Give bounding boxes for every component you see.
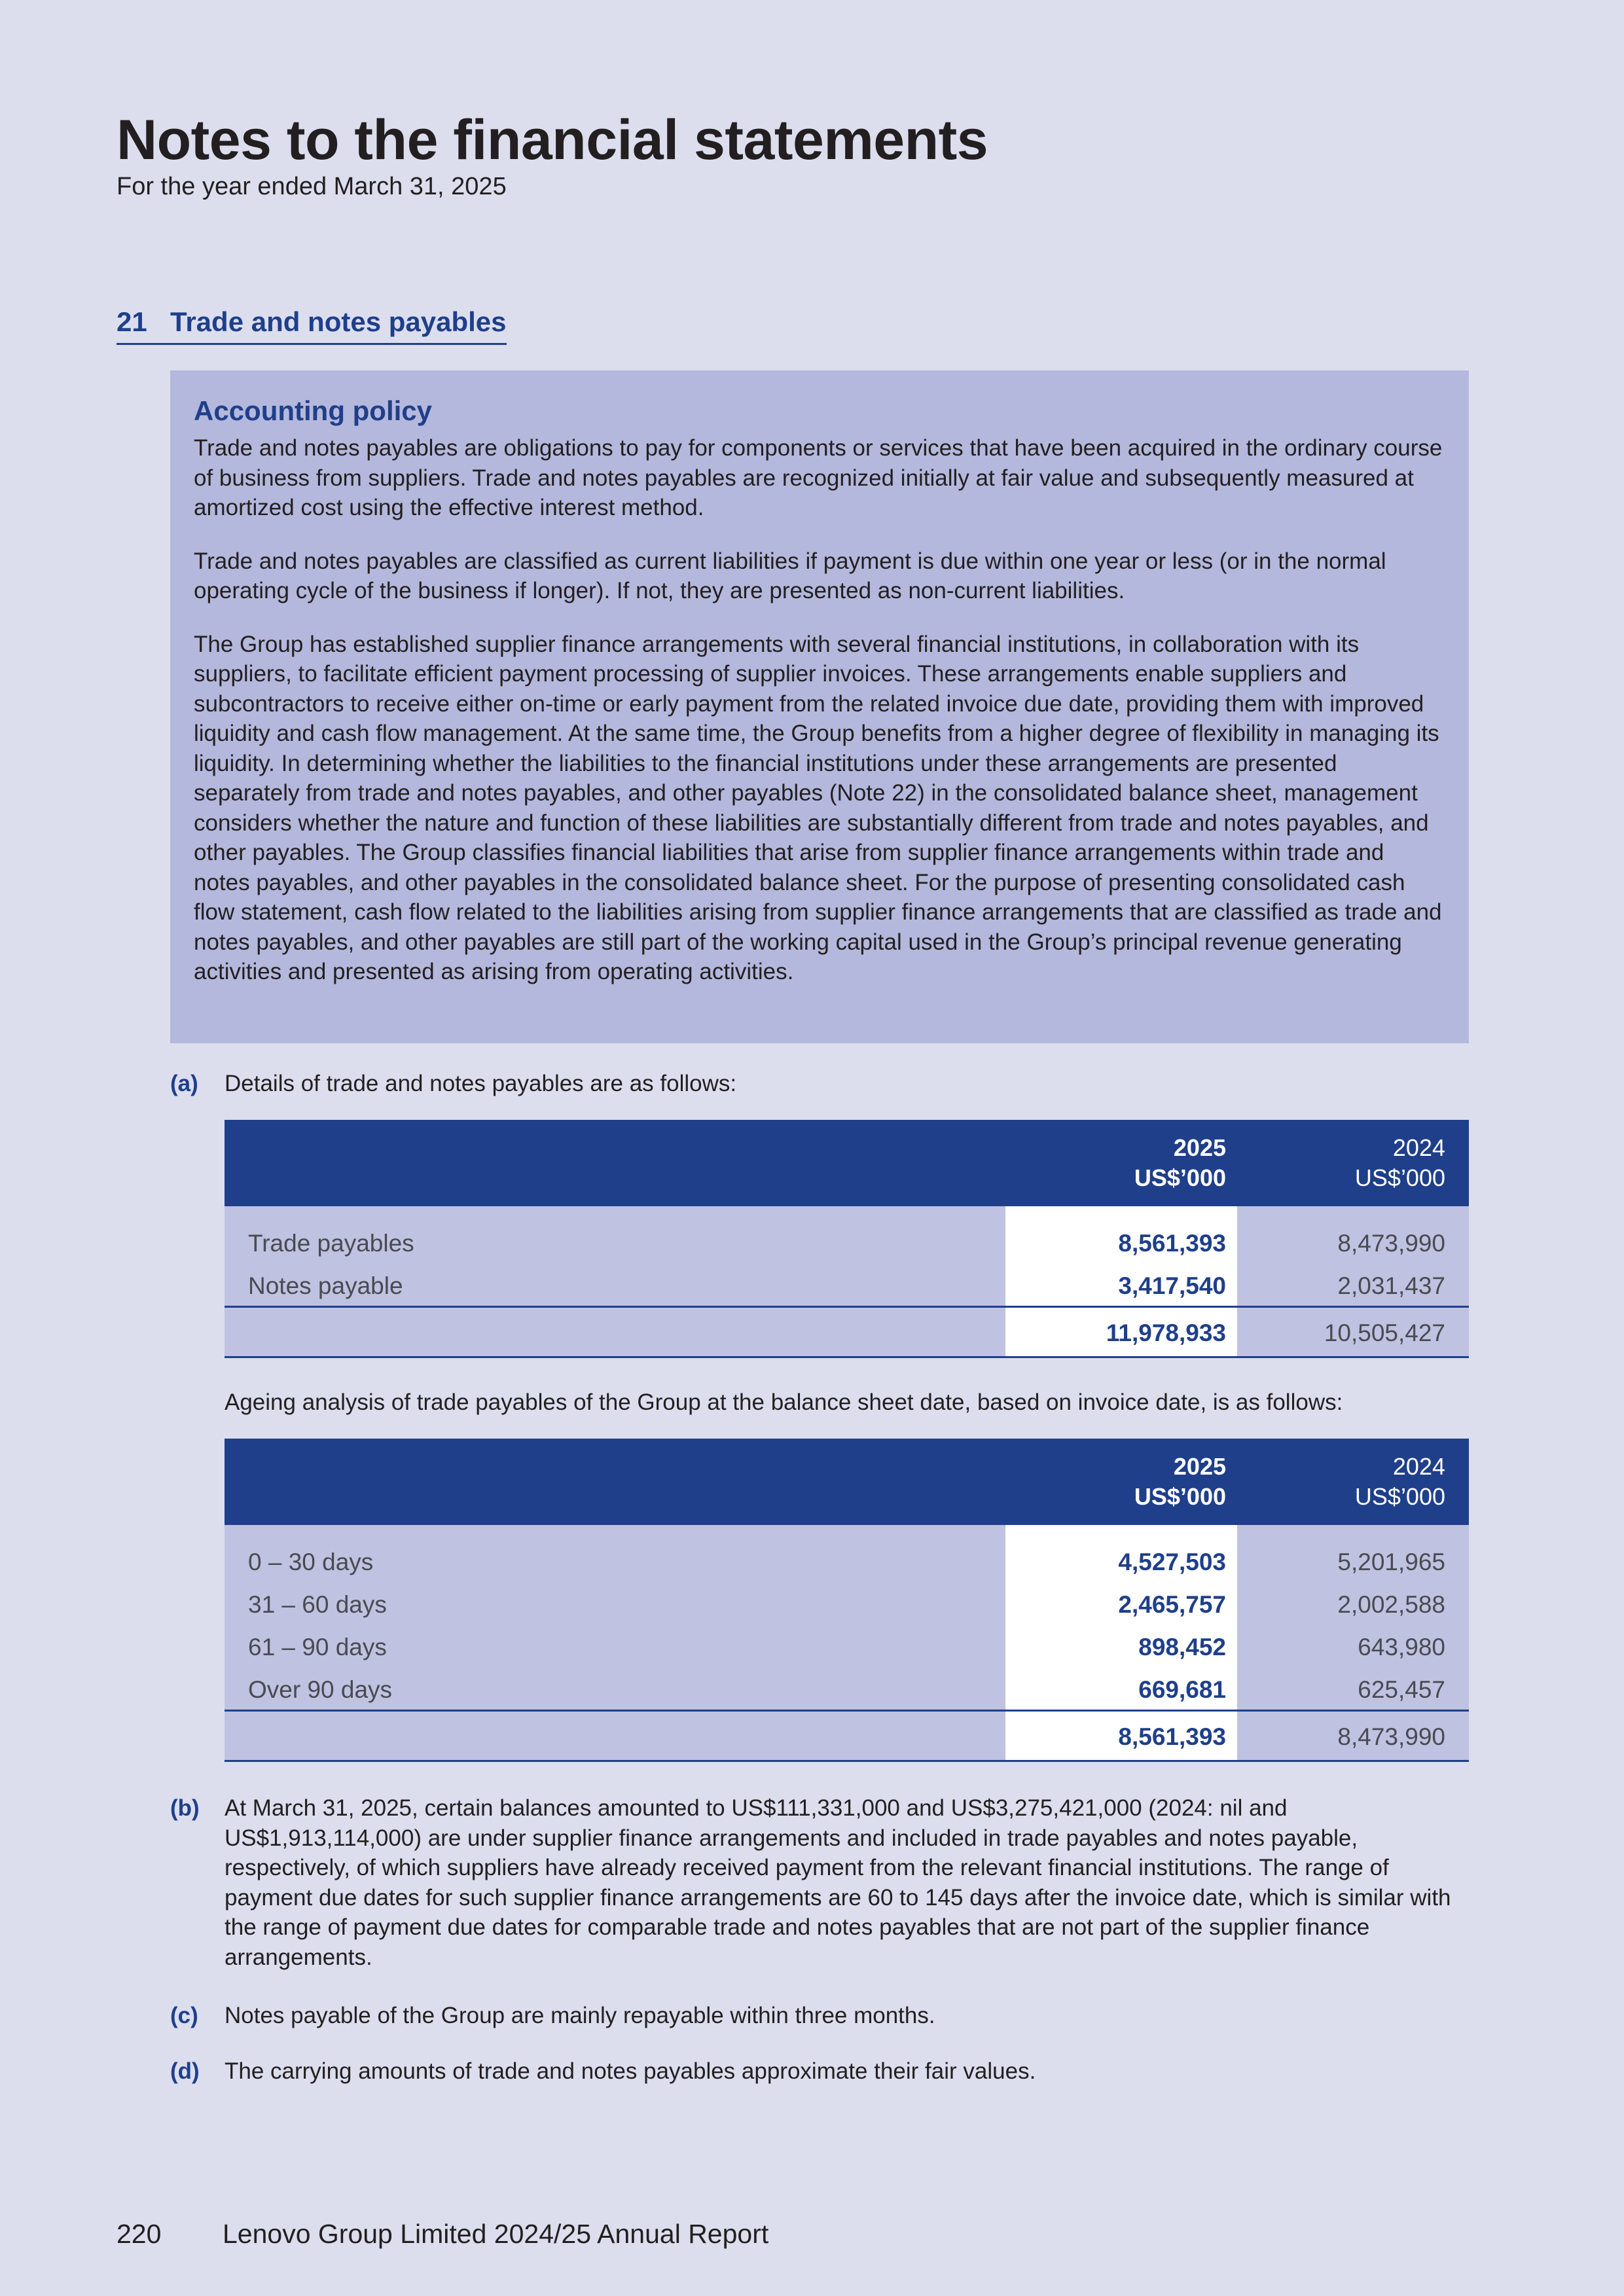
- table-row: [225, 1582, 1469, 1624]
- row-label: 31 – 60 days: [248, 1591, 387, 1618]
- note-text: Details of trade and notes payables are as follows:: [225, 1071, 737, 1096]
- table-header: [225, 1439, 1469, 1525]
- table-row: [225, 1221, 1469, 1263]
- value-2024: 2,002,588: [1337, 1591, 1445, 1618]
- note-label: (c): [170, 2003, 198, 2028]
- table-body: [225, 1525, 1469, 1762]
- note-label: (d): [170, 2058, 200, 2084]
- total-2024: 10,505,427: [1324, 1319, 1445, 1346]
- row-label: Trade payables: [248, 1230, 414, 1257]
- column-header-2024: 2024 US$’000: [1354, 1134, 1445, 1191]
- publication-title: Lenovo Group Limited 2024/25 Annual Report: [223, 2219, 769, 2249]
- note-label: (a): [170, 1071, 198, 1096]
- value-2025: 669,681: [1138, 1676, 1226, 1703]
- page-number: 220: [117, 2219, 162, 2249]
- note-c: [170, 2001, 1469, 2031]
- section-heading: [117, 306, 507, 345]
- note-label: (b): [170, 1795, 200, 1821]
- row-label: Over 90 days: [248, 1676, 393, 1703]
- table-row: [225, 1263, 1469, 1306]
- value-2025: 8,561,393: [1118, 1230, 1226, 1257]
- value-2024: 5,201,965: [1337, 1549, 1445, 1575]
- table-row: [225, 1624, 1469, 1667]
- value-2025: 4,527,503: [1118, 1549, 1226, 1575]
- value-2024: 643,980: [1358, 1634, 1445, 1660]
- total-row: [225, 1306, 1469, 1358]
- column-header-2024: 2024 US$’000: [1354, 1453, 1445, 1510]
- value-2024: 2,031,437: [1337, 1272, 1445, 1299]
- table-header: [225, 1120, 1469, 1206]
- row-label: 0 – 30 days: [248, 1549, 374, 1575]
- policy-heading: Accounting policy: [194, 395, 433, 426]
- ageing-intro: [225, 1388, 1469, 1418]
- note-text: The carrying amounts of trade and notes payables approximate their fair values.: [225, 2058, 1036, 2084]
- policy-paragraph: Trade and notes payables are classified as current liabilities if payment is due within one year or less (or in the normal operating cycle of the business if longer). If not, they are presented as non-current liabilities.: [194, 548, 1386, 603]
- page-subtitle: For the year ended March 31, 2025: [117, 173, 507, 200]
- value-2024: 625,457: [1358, 1676, 1445, 1703]
- table-body: [225, 1206, 1469, 1358]
- total-row: [225, 1710, 1469, 1762]
- row-label: Notes payable: [248, 1272, 403, 1299]
- table-row: [225, 1539, 1469, 1582]
- value-2024: 8,473,990: [1337, 1230, 1445, 1257]
- note-text: At March 31, 2025, certain balances amounted to US$111,331,000 and US$3,275,421,000 (2024: nil and US$1,913,114,000) are under supplier finance arrangements and included in trade payables and notes payable, respectively, of which suppliers have already received payment from the relevant financial institutions. The range of payment due dates for such supplier finance arrangements are 60 to 145 days after the invoice date, which is similar with the range of payment due dates for comparable trade and notes payables that are not part of the supplier finance arrangements.: [225, 1795, 1451, 1970]
- table-row: [225, 1667, 1469, 1710]
- section-number: 21: [117, 306, 147, 337]
- row-label: 61 – 90 days: [248, 1634, 387, 1660]
- value-2025: 3,417,540: [1118, 1272, 1226, 1299]
- accounting-policy-box: [170, 370, 1469, 1043]
- column-header-2025: 2025 US$’000: [1134, 1453, 1226, 1510]
- value-2025: 898,452: [1138, 1634, 1226, 1660]
- total-2025: 8,561,393: [1118, 1723, 1226, 1750]
- total-2024: 8,473,990: [1337, 1723, 1445, 1750]
- section-title: Trade and notes payables: [170, 306, 507, 337]
- page-footer: [117, 2219, 768, 2250]
- policy-paragraph: Trade and notes payables are obligations to pay for components or services that have been acquired in the ordinary course of business from suppliers. Trade and notes payables are recognized initially at fair value and subsequently measured at amortized cost using the effective interest method.: [194, 435, 1443, 520]
- note-d: [170, 2056, 1469, 2087]
- note-a: [170, 1069, 1469, 1099]
- column-header-2025: 2025 US$’000: [1134, 1134, 1226, 1191]
- value-2025: 2,465,757: [1118, 1591, 1226, 1618]
- ageing-intro-text: Ageing analysis of trade payables of the Group at the balance sheet date, based on invoice date, is as follows:: [225, 1390, 1343, 1415]
- page-title: Notes to the financial statements: [117, 109, 988, 171]
- note-text: Notes payable of the Group are mainly repayable within three months.: [225, 2003, 935, 2028]
- payables-details-table: [225, 1120, 1469, 1358]
- note-b: [170, 1793, 1469, 1972]
- ageing-analysis-table: [225, 1439, 1469, 1762]
- policy-paragraph: The Group has established supplier finance arrangements with several financial institutions, in collaboration with its suppliers, to facilitate efficient payment processing of supplier invoices. These arrangements enable suppliers and subcontractors to receive either on-time or early payment from the related invoice due date, providing them with improved liquidity and cash flow management. At the same time, the Group benefits from a higher degree of flexibility in managing its liquidity. In determining whether the liabilities to the financial institutions under these arrangements are presented separately from trade and notes payables, and other payables (Note 22) in the consolidated balance sheet, management considers whether the nature and function of these liabilities are substantially different from trade and notes payables, and other payables. The Group classifies financial liabilities that arise from supplier finance arrangements within trade and notes payables, and other payables in the consolidated balance sheet. For the purpose of presenting consolidated cash flow statement, cash flow related to the liabilities arising from supplier finance arrangements that are classified as trade and notes payables, and other payables are still part of the working capital used in the Group’s principal revenue generating activities and presented as arising from operating activities.: [194, 631, 1442, 984]
- total-2025: 11,978,933: [1106, 1319, 1226, 1346]
